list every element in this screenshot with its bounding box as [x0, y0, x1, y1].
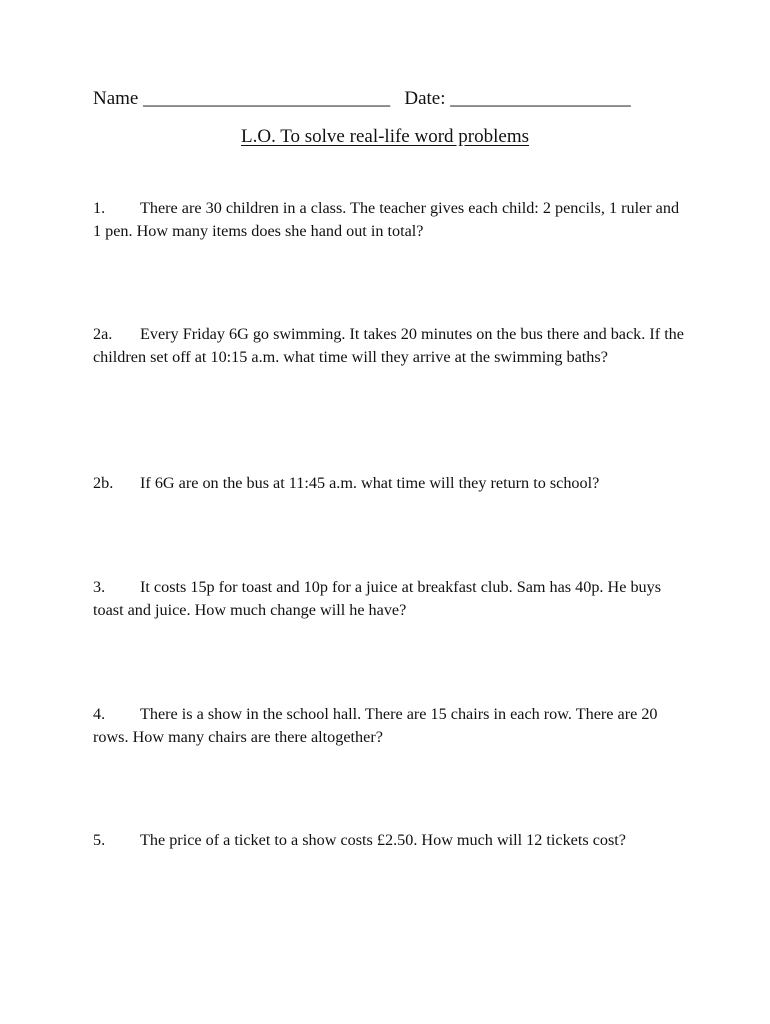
question-text: If 6G are on the bus at 11:45 a.m. what time will they return to school?: [140, 474, 600, 492]
question-4: [93, 703, 688, 748]
question-1: [93, 197, 688, 242]
question-5: [93, 829, 688, 852]
question-number: 2b.: [93, 474, 114, 492]
question-number: 5.: [93, 831, 106, 849]
page-title: L.O. To solve real-life word problems: [241, 126, 529, 147]
question-text: It costs 15p for toast and 10p for a juice at breakfast club. Sam has 40p. He buys toast and juice. How much change will he have?: [93, 578, 662, 619]
question-number: 1.: [93, 199, 106, 217]
question-text: The price of a ticket to a show costs £2.50. How much will 12 tickets cost?: [140, 831, 626, 849]
date-field[interactable]: ___________________: [450, 88, 631, 109]
question-number: 3.: [93, 578, 106, 596]
question-text: There is a show in the school hall. There are 15 chairs in each row. There are 20 rows. How many chairs are there altogether?: [93, 705, 658, 746]
question-text: There are 30 children in a class. The teacher gives each child: 2 pencils, 1 ruler and 1 pen. How many items does she hand out in total?: [93, 199, 680, 240]
name-label: Name: [93, 88, 139, 109]
question-text: Every Friday 6G go swimming. It takes 20 minutes on the bus there and back. If the children set off at 10:15 a.m. what time will they arrive at the swimming baths?: [93, 325, 684, 366]
worksheet-header: [93, 86, 631, 112]
date-label: Date:: [404, 88, 446, 109]
question-number: 4.: [93, 705, 106, 723]
name-field[interactable]: __________________________: [143, 88, 391, 109]
question-2b: [93, 472, 688, 495]
question-number: 2a.: [93, 325, 113, 343]
question-2a: [93, 323, 688, 368]
question-3: [93, 576, 688, 621]
